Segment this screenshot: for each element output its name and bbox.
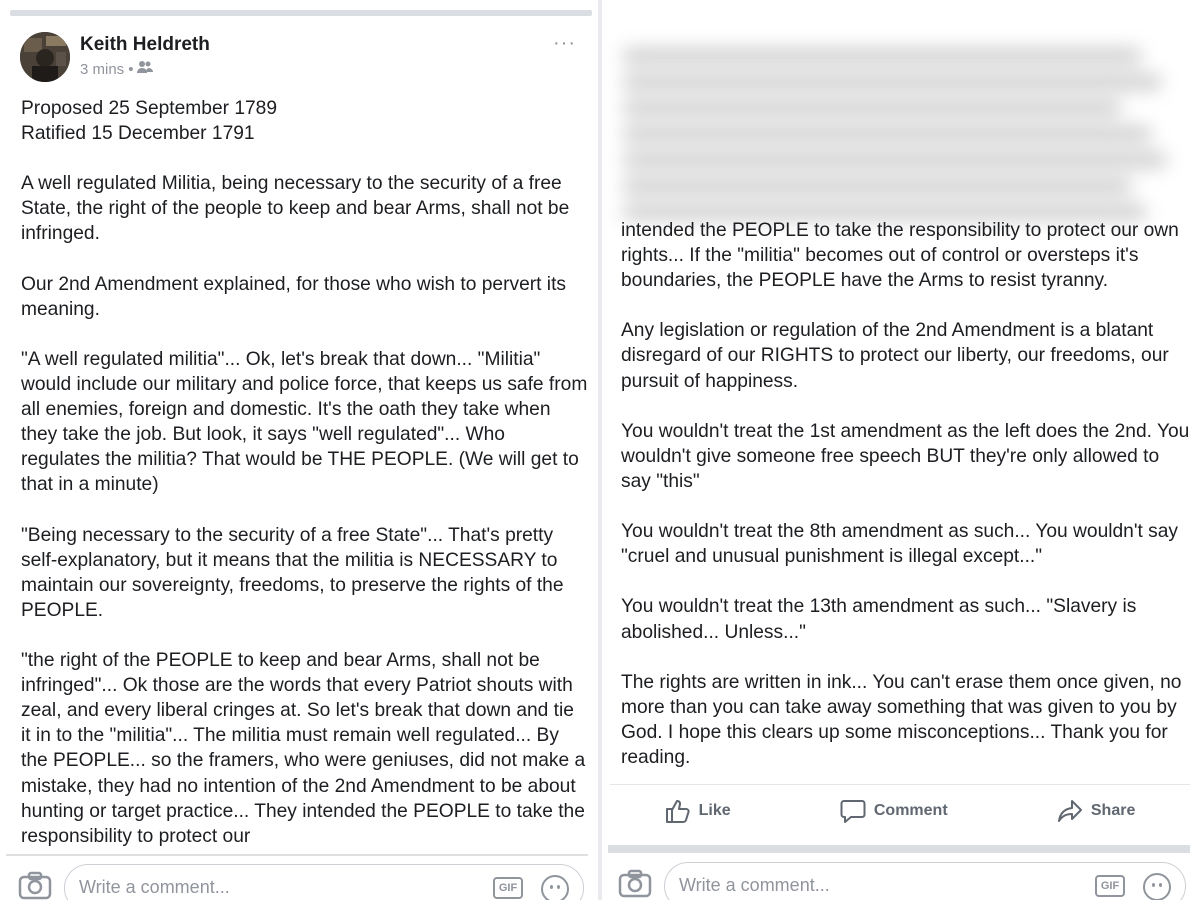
comment-row xyxy=(18,864,584,900)
post-paragraph: Any legislation or regulation of the 2nd Amendment is a blatant disregard of our RIGHTS to protect our liberty, our freedoms, our pursuit of happiness. xyxy=(621,320,1169,392)
share-label: Share xyxy=(1090,801,1136,819)
emoji-icon[interactable] xyxy=(541,875,569,900)
post-paragraph: "Being necessary to the security of a free State"... That's pretty self-explanatory, but it means that the militia is NECESSARY to maintain our sovereignty, freedoms, to preserve the rights of the PEOPLE. xyxy=(21,524,564,621)
comment-placeholder: Write a comment... xyxy=(679,875,830,895)
top-separator xyxy=(10,10,592,16)
post-paragraph: "the right of the PEOPLE to keep and bear Arms, shall not be infringed"... Ok those are the words that every Patriot shouts with zeal, and every liberal cringes at. So let's break that down and tie it in to the "militia"... The militia must remain well regulated... By the PEOPLE... so the framers, who were geniuses, did not make a mistake, they had no intention of the 2nd Amendment to be about hunting or target practice... They intended the PEOPLE to take the responsibility to protect our xyxy=(21,650,586,847)
gif-icon[interactable]: GIF xyxy=(1095,875,1125,897)
camera-icon[interactable] xyxy=(18,870,52,900)
post-text-right xyxy=(621,218,1190,795)
comment-separator xyxy=(608,845,1190,853)
emoji-icon[interactable] xyxy=(1143,873,1171,900)
right-screenshot xyxy=(602,0,1200,900)
share-arrow-icon xyxy=(1057,798,1083,824)
post-paragraph: You wouldn't treat the 13th amendment as such... "Slavery is abolished... Unless..." xyxy=(621,596,1137,643)
post-text-left xyxy=(21,96,588,874)
more-options-icon[interactable]: ··· xyxy=(553,32,576,54)
blurred-text xyxy=(616,44,1178,239)
share-button[interactable] xyxy=(1057,798,1135,824)
post-paragraph: A well regulated Militia, being necessary to the security of a free State, the right of the people to keep and bear Arms, shall not be infringed. xyxy=(21,173,570,245)
comment-placeholder: Write a comment... xyxy=(79,877,230,897)
comment-separator xyxy=(6,854,588,856)
post-paragraph: You wouldn't treat the 8th amendment as such... You wouldn't say "cruel and unusual punishment is illegal except..." xyxy=(621,521,1179,568)
post-paragraph: You wouldn't treat the 1st amendment as the left does the 2nd. You wouldn't give someone free speech BUT they're only allowed to say "this" xyxy=(621,420,1190,492)
action-bar xyxy=(610,784,1190,836)
post-paragraph: "A well regulated militia"... Ok, let's break that down... "Militia" would include our military and police force, that keeps us safe from all enemies, foreign and domestic. It's the oath they take when they take the job. But look, it says "well regulated"... Who regulates the militia? That would be THE PEOPLE. (We will get to that in a minute) xyxy=(21,348,588,496)
like-label: Like xyxy=(698,801,731,819)
camera-icon[interactable] xyxy=(618,868,652,898)
comment-input[interactable] xyxy=(664,862,1186,900)
author-name[interactable]: Keith Heldreth xyxy=(80,34,210,55)
like-button[interactable] xyxy=(665,798,731,824)
comment-input[interactable] xyxy=(64,864,584,900)
comment-button[interactable] xyxy=(840,798,948,824)
avatar[interactable] xyxy=(20,32,70,82)
meta-dot: • xyxy=(128,60,134,78)
comment-row xyxy=(618,862,1186,900)
post-paragraph: Our 2nd Amendment explained, for those who wish to pervert its meaning. xyxy=(21,273,566,320)
post-paragraph: Proposed 25 September 1789 Ratified 15 December 1791 xyxy=(21,98,278,145)
post-header xyxy=(20,30,578,86)
thumbs-up-icon xyxy=(665,798,691,824)
left-screenshot xyxy=(0,0,598,900)
friends-icon xyxy=(137,60,153,78)
post-paragraph: The rights are written in ink... You can't erase them once given, no more than you can take away something that was given to you by God. I hope this clears up some misconceptions... Thank you for reading. xyxy=(621,671,1182,768)
comment-label: Comment xyxy=(873,801,948,819)
post-meta xyxy=(80,60,153,78)
post-paragraph: intended the PEOPLE to take the responsibility to protect our own rights... If the "militia" becomes out of control or oversteps it's boundaries, the PEOPLE have the Arms to resist tyranny. xyxy=(621,220,1179,292)
gif-icon[interactable]: GIF xyxy=(493,877,523,899)
speech-bubble-icon xyxy=(840,798,866,824)
post-time[interactable]: 3 mins xyxy=(80,60,125,78)
